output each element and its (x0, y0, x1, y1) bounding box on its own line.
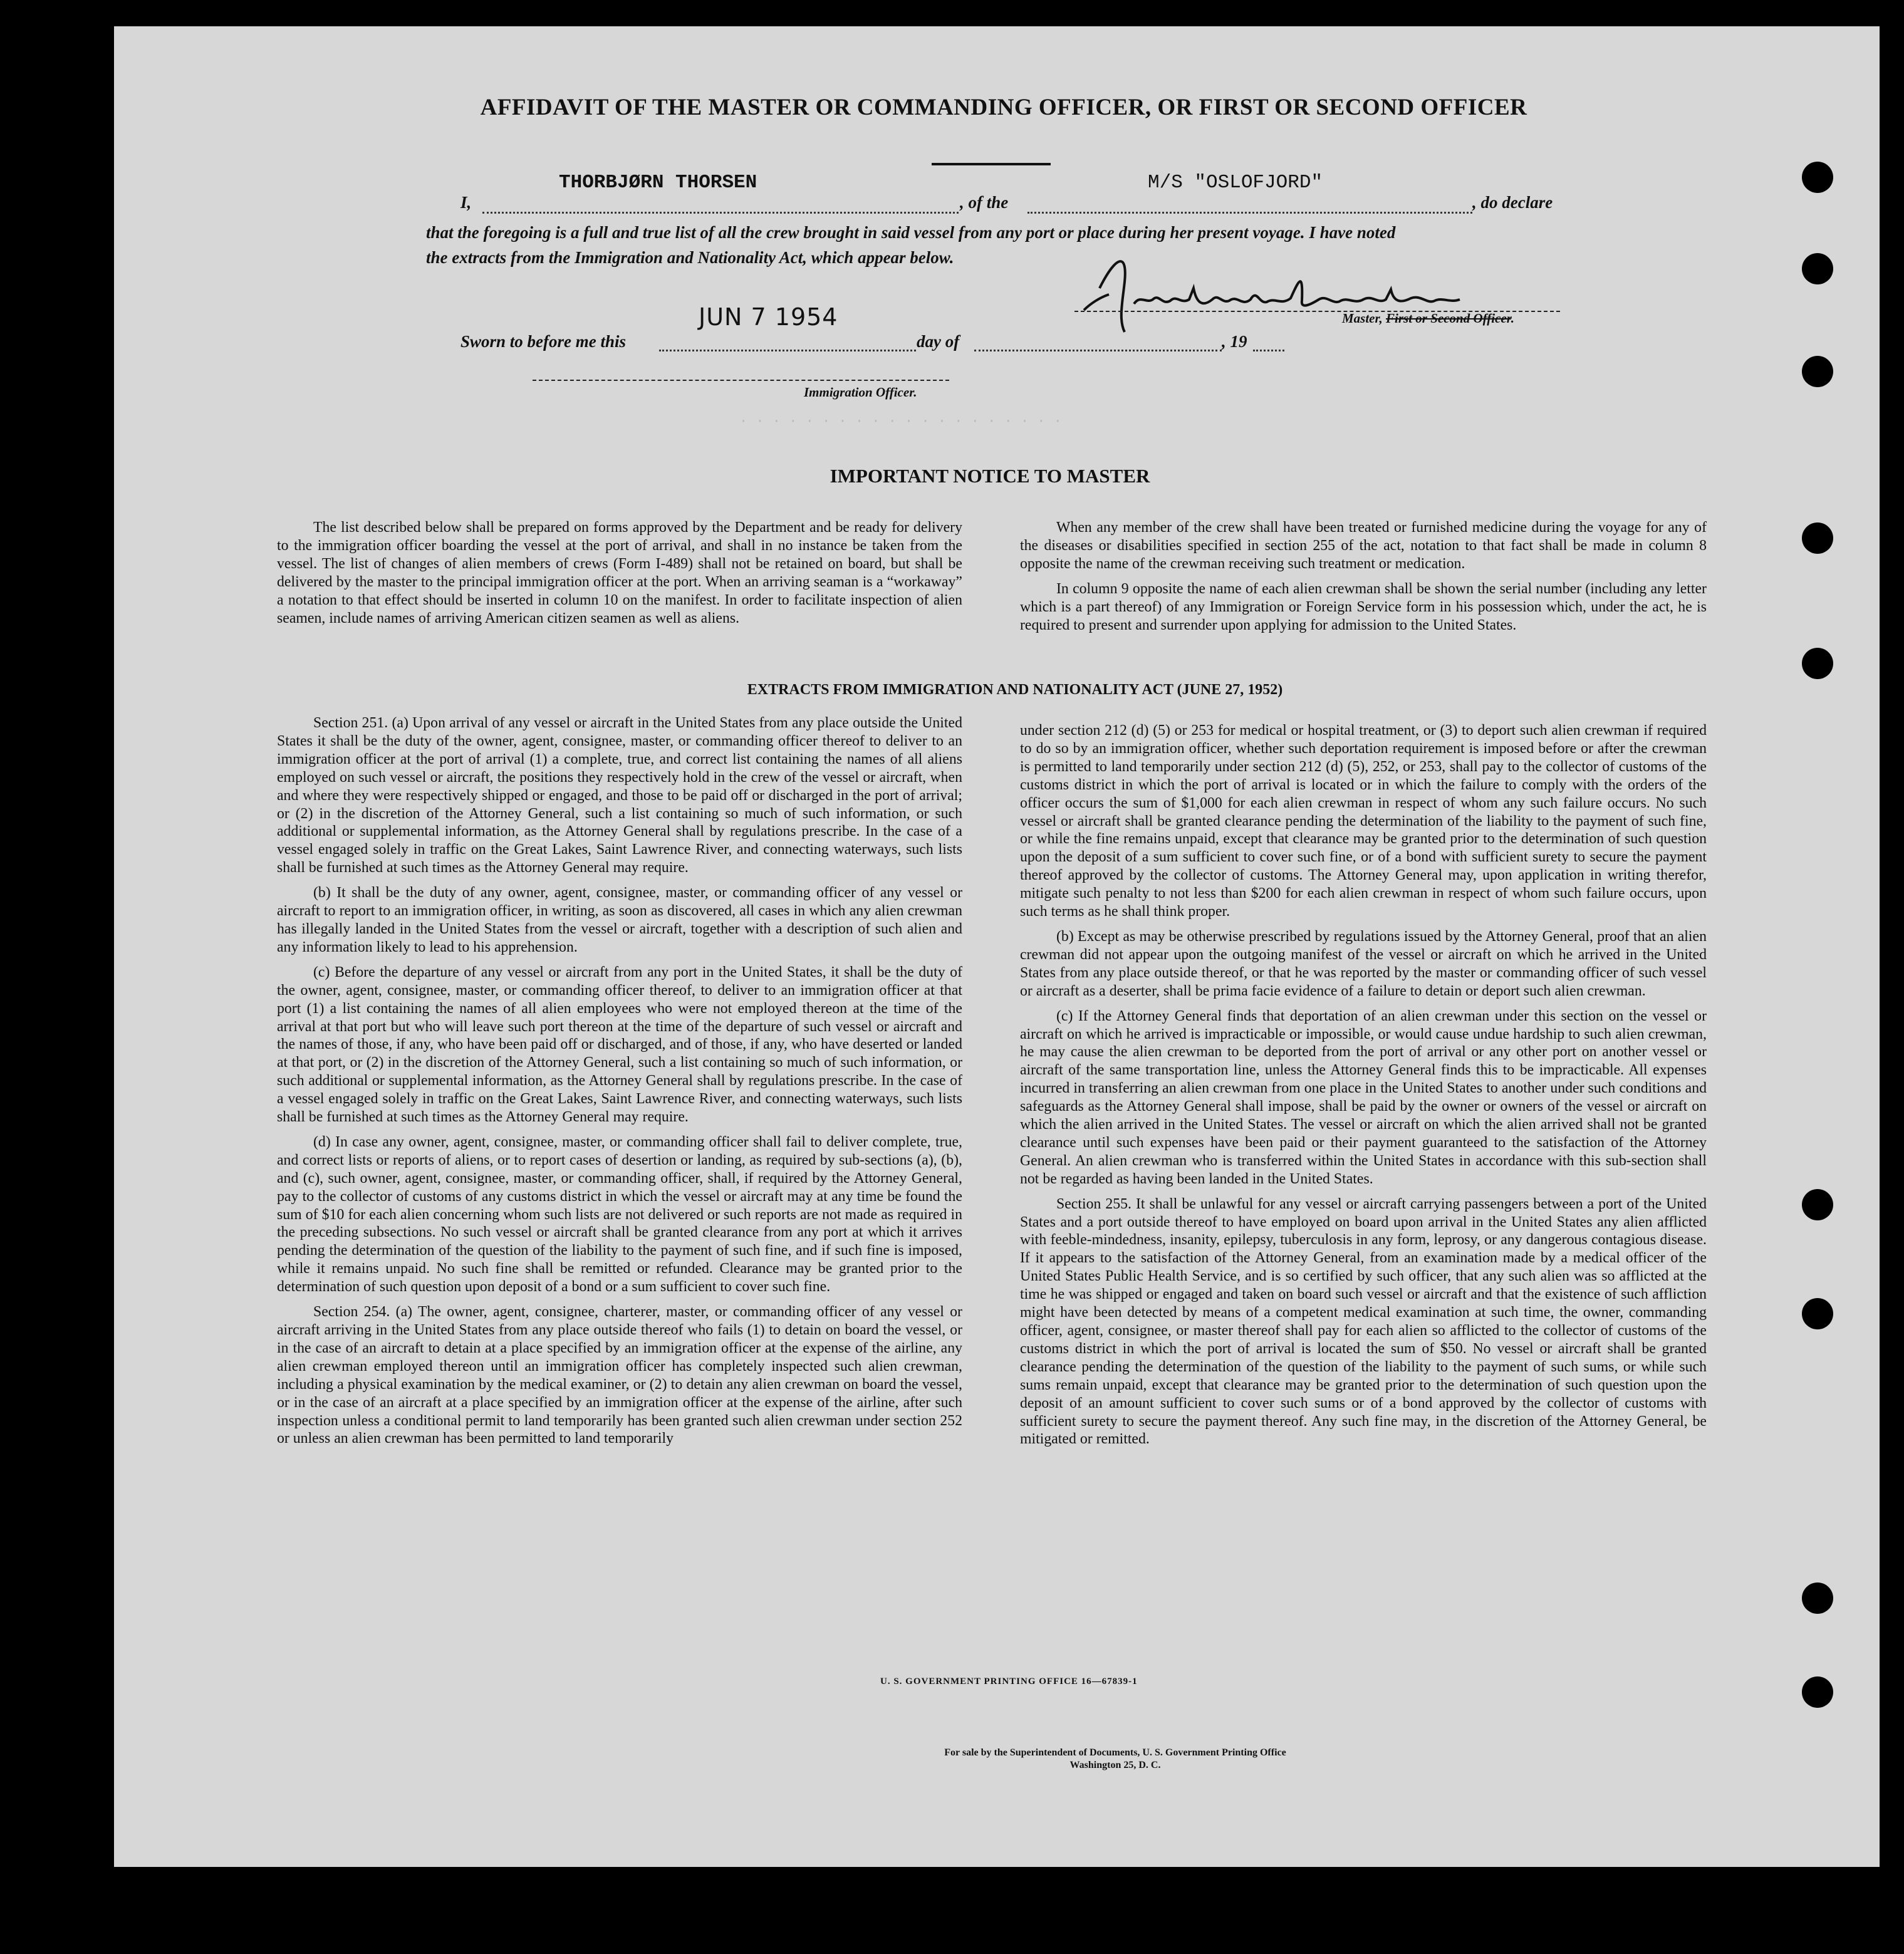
punch-hole (1802, 522, 1833, 554)
signature-role: Master, First or Second Officer. (1342, 311, 1514, 326)
punch-hole (1802, 356, 1833, 387)
notice-paragraph: When any member of the crew shall have been treated or furnished medicine during the voyage for any of the diseases or disabilities specified in section 255 of the act, notation to that fact shall be made in column 8 opposite the name of the crewman receiving such treatment or medication. (1020, 519, 1707, 572)
punch-hole (1802, 648, 1833, 679)
section-paragraph: (c) Before the departure of any vessel or aircraft from any port in the United States, it shall be the duty of the owner, agent, consignee, master, or commanding officer thereof, to deliver to an immigration officer at that port (1) a list containing the names of all alien employees who were not employed thereon at the time of the arrival at that port but who will leave such port thereon at the time of the departure of such vessel or aircraft and the names of those, if any, who have been paid off or discharged, and of those, if any, who have deserted or landed at that port, or (2) in the discretion of the Attorney General, such a list containing so much of such information, or such additional or supplemental information, as the Attorney General shall by regulations prescribe. In the case of a vessel engaged solely in traffic on the Great Lakes, Saint Lawrence River, and connecting waterways, such lists shall be furnished at such times as the Attorney General may require. (277, 964, 962, 1126)
notice-title: IMPORTANT NOTICE TO MASTER (830, 465, 1150, 487)
section-paragraph: under section 212 (d) (5) or 253 for medical or hospital treatment, or (3) to deport such alien crewman if required to do so by an immigration officer, whether such deportation requirement is imposed before or after the crewman is permitted to land temporarily under section 212 (d) (5), 252, or 253, shall pay to the collector of customs of the customs district in which the port of arrival is located or in which the failure to comply with the orders of the officer occurs the sum of $1,000 for each alien crewman in respect of whom any such failure occurs. No such vessel or aircraft shall be granted clearance pending the determination of the liability to the payment of such fine, or while the fine remains unpaid, except that clearance may be granted prior to the determination of such question upon the deposit of a sum sufficient to cover such fine, or of a bond with sufficient surety to secure the payment thereof approved by the collector of customs. The Attorney General may, upon application in writing therefor, mitigate such penalty to not less than $200 for each alien crewman in respect of whom such failure occurs, upon such terms as he shall think proper. (1020, 722, 1707, 920)
section-paragraph: Section 254. (a) The owner, agent, consignee, charterer, master, or commanding officer of any vessel or aircraft arriving in the United States from any place outside thereof who fails (1) to detain on board the vessel, or in the case of an aircraft to detain at a place specified by an immigration officer at the expense of the airline, any alien crewman employed thereon until an immigration officer has completely inspected such alien crewman, including a physical examination by the medical examiner, or (2) to detain any alien crewman on board the vessel, or in the case of an aircraft at a place specified by an immigration officer at the expense of the airline, after such inspection unless a conditional permit to land temporarily has been granted such alien crewman under section 252 or unless an alien crewman has been permitted to land temporarily (277, 1304, 962, 1447)
section-paragraph: Section 255. It shall be unlawful for any vessel or aircraft carrying passengers between a port of the United States and a port outside thereof to have employed on board upon arrival in the United States any alien afflicted with feeble-mindedness, insanity, epilepsy, tuberculosis in any form, leprosy, or any dangerous contagious disease. If it appears to the satisfaction of the Attorney General, from an examination made by a medical officer of the United States Public Health Service, and is so certified by such officer, that any such alien was so afflicted at the time he was shipped or engaged and taken on board such vessel or aircraft and that the existence of such affliction might have been detected by means of a competent medical examination at such time, the owner, commanding officer, agent, consignee, or master thereof shall pay for each alien so afflicted to the collector of customs of the customs district in which the port of arrival is located the sum of $50. No vessel or aircraft shall be granted clearance pending the determination of the question of the liability to the payment of such sums, or while such sums remain unpaid, except that clearance may be granted prior to the determination of such question upon the deposit of an amount sufficient to cover such sums or of a bond approved by the collector of customs with sufficient surety to secure the payment thereof. Any such fine may, in the discretion of the Attorney General, be mitigated or remitted. (1020, 1195, 1707, 1448)
punch-hole (1802, 1298, 1833, 1329)
vessel-line (1027, 212, 1472, 214)
master-name: THORBJØRN THORSEN (559, 172, 757, 194)
date-stamp: JUN 7 1954 (699, 303, 838, 331)
punch-hole (1802, 1189, 1833, 1220)
footer-line-2: Washington 25, D. C. (1069, 1760, 1161, 1770)
punch-hole (1802, 1582, 1833, 1614)
punch-hole (1802, 1676, 1833, 1708)
notice-left-column (277, 519, 962, 634)
section-paragraph: (b) It shall be the duty of any owner, agent, consignee, master, or commanding officer of any vessel or aircraft to report to an immigration officer, in writing, as soon as discovered, all cases in which any alien crewman has illegally landed in the United States from the vessel or aircraft, together with a description of such alien and any information likely to lead to his apprehension. (277, 885, 962, 955)
affidavit-title: AFFIDAVIT OF THE MASTER OR COMMANDING OFFICER, OR FIRST OR SECOND OFFICER (480, 95, 1527, 120)
officer-label: Immigration Officer. (804, 385, 917, 400)
day-line (659, 350, 916, 351)
section-paragraph: Section 251. (a) Upon arrival of any vessel or aircraft in the United States from any place outside the United States it shall be the duty of the owner, agent, consignee, master, or commanding officer thereof to deliver to an immigration officer at the port of arrival (1) a complete, true, and correct list containing the names of all aliens employed on such vessel or aircraft, the positions they respectively hold in the crew of the vessel or aircraft, when and where they were respectively shipped or engaged, and those to be paid off or discharged in the port of arrival; or (2) in the discretion of the Attorney General, such a list containing so much of such information, or such additional or supplemental information, as the Attorney General shall by regulations prescribe. In the case of a vessel engaged solely in traffic on the Great Lakes, Saint Lawrence River, and connecting waterways, such lists shall be furnished at such times as the Attorney General may require. (277, 715, 962, 876)
year-label: , 19 (1222, 332, 1247, 351)
footer-line-1: For sale by the Superintendent of Documents, U. S. Government Printing Office (944, 1747, 1286, 1758)
notice-right-column (1020, 519, 1707, 641)
sworn-label: Sworn to before me this (460, 332, 627, 351)
year-line (1253, 350, 1284, 351)
of-the-label: , of the (960, 193, 1009, 212)
month-line (974, 350, 1222, 351)
declaration-line-2: the extracts from the Immigration and Nationality Act, which appear below. (426, 248, 954, 267)
officer-line (533, 380, 949, 381)
section-paragraph: (c) If the Attorney General finds that deportation of an alien crewman under this section on the vessel or aircraft on which he arrived is impracticable or impossible, or would cause undue hardship to such alien crewman, he may cause the alien crewman to be deported from the port of arrival or any other port on another vessel or aircraft of the same transportation line, unless the Attorney General finds this to be impracticable. All expenses incurred in transferring an alien crewman from one place in the United States to another under such conditions and safeguards as the Attorney General shall impose, shall be paid by the owner or owners of the vessel or aircraft on which the alien arrived in the United States. The vessel or aircraft on which the alien arrived shall not be granted clearance until such expenses have been paid or their payment guaranteed to the satisfaction of the Attorney General. An alien crewman who is transferred within the United States in accordance with this sub-section shall not be regarded as having been landed in the United States. (1020, 1007, 1707, 1187)
punch-hole (1802, 162, 1833, 193)
printing-office-imprint: U. S. GOVERNMENT PRINTING OFFICE 16—67839-1 (880, 1676, 1138, 1686)
declaration-line-1: that the foregoing is a full and true list of all the crew brought in said vessel from any port or place during her present voyage. I have noted (426, 223, 1396, 242)
punch-hole (1802, 253, 1833, 284)
section-paragraph: (b) Except as may be otherwise prescribed by regulations issued by the Attorney General, proof that an alien crewman did not appear upon the outgoing manifest of the vessel or aircraft on which he arrived in the United States from any place outside thereof, or that he was reported by the master or commanding officer of such vessel or aircraft as a deserter, shall be prima facie evidence of a failure to detain or deport such alien crewman. (1020, 928, 1707, 999)
section-paragraph: (d) In case any owner, agent, consignee, master, or commanding officer shall fail to deliver complete, true, and correct lists or reports of aliens, or to report cases of desertion or landing, as required by sub-sections (a), (b), and (c), such owner, agent, consignee, master, or commanding officer, shall, if required by the Attorney General, pay to the collector of customs of any customs district in which the vessel or aircraft may at any time be found the sum of $10 for each alien concerning whom such lists are not delivered or such reports are not made as required in the preceding subsections. No such vessel or aircraft shall be granted clearance from any port at which it arrives pending the determination of the question of the liability to the payment of such fine, and if such fine is imposed, while it remains unpaid. No such fine shall be remitted or refunded. Clearance may be granted prior to the determination of such question upon deposit of a bond or a sum sufficient to cover such fine. (277, 1133, 962, 1296)
sale-footer (677, 1747, 1554, 1772)
bleed-through-text: · · · · · · · · · · · · · · · · · · · · (739, 413, 1062, 429)
i-label: I, (460, 193, 472, 212)
notice-paragraph: In column 9 opposite the name of each alien crewman shall be shown the serial number (including any letter which is a part thereof) of any Immigration or Foreign Service form in his possession which, under the act, he is required to present and surrender upon applying for admission to the United States. (1020, 580, 1707, 633)
extracts-left-column (277, 714, 962, 1455)
title-rule (932, 163, 1051, 165)
name-line (482, 212, 959, 214)
day-of-label: day of (917, 332, 960, 351)
extracts-right-column (1020, 722, 1707, 1455)
extracts-title: EXTRACTS FROM IMMIGRATION AND NATIONALITY ACT (JUNE 27, 1952) (747, 682, 1283, 698)
vessel-name: M/S "OSLOFJORD" (1148, 172, 1323, 194)
declare-label: , do declare (1472, 193, 1553, 212)
notice-paragraph: The list described below shall be prepared on forms approved by the Department and be ready for delivery to the immigration officer boarding the vessel at the port of arrival, and shall in no instance be taken from the vessel. The list of changes of alien members of crews (Form I-489) shall not be retained on board, but shall be delivered by the master to the principal immigration officer at the port. When an arriving seaman is a “workaway” a notation to that effect should be inserted in column 10 on the manifest. In order to facilitate inspection of alien seamen, include names of arriving American citizen seamen as well as aliens. (277, 519, 962, 626)
